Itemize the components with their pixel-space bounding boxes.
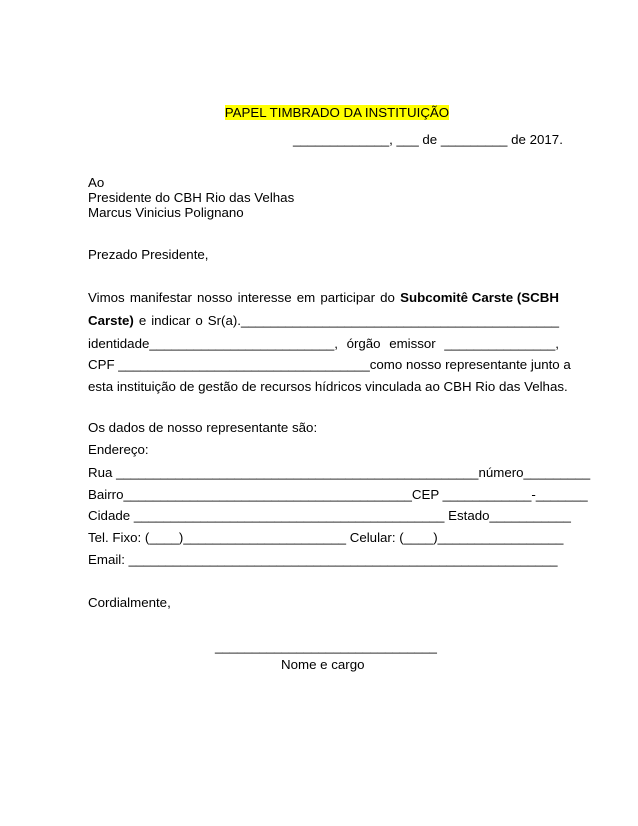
body-word: do	[380, 290, 395, 305]
letterhead-highlight: PAPEL TIMBRADO DA INSTITUIÇÃO	[224, 105, 450, 120]
street-field: Rua _________________________________________________número_________	[88, 465, 591, 480]
recipient-line-3: Marcus Vinicius Polignano	[88, 205, 244, 220]
signature-caption: Nome e cargo	[281, 657, 365, 672]
district-field: Bairro_______________________________________CEP ____________-_______	[88, 487, 588, 502]
body-word: e	[138, 313, 147, 328]
body-line-2	[88, 313, 559, 329]
body-line-3	[88, 336, 559, 352]
body-line-4	[88, 357, 571, 373]
body-line-5: esta instituição de gestão de recursos hídricos vinculada ao CBH Rio das Velhas.	[88, 379, 568, 394]
cpf-blank: CPF __________________________________	[88, 357, 370, 372]
city-field: Cidade __________________________________________ Estado___________	[88, 508, 571, 523]
signature-line: ______________________________	[215, 639, 437, 654]
closing: Cordialmente,	[88, 595, 171, 610]
date-line: _____________, ___ de _________ de 2017.	[293, 132, 563, 147]
recipient-line-1: Ao	[88, 175, 105, 190]
phone-field: Tel. Fixo: (____)______________________ Celular: (____)_________________	[88, 530, 564, 545]
body-word: em	[296, 290, 316, 305]
body-line-1	[88, 290, 559, 306]
body-word: o	[195, 313, 203, 328]
body-word: interesse	[237, 290, 292, 305]
letterhead-title	[210, 89, 449, 137]
body-word: participar	[320, 290, 376, 305]
body-word: nosso	[197, 290, 233, 305]
body-word: órgão	[346, 336, 381, 351]
body-word: indicar	[151, 313, 191, 328]
address-label: Endereço:	[88, 442, 149, 457]
representative-name-blank: Sr(a).___________________________________________	[207, 313, 559, 328]
body-word: manifestar	[129, 290, 192, 305]
email-field: Email: __________________________________________________________	[88, 552, 558, 567]
subcommittee-name-end: Carste)	[88, 313, 134, 328]
body-text: como nosso representante junto a	[369, 357, 571, 372]
body-word: Vimos	[88, 290, 125, 305]
recipient-line-2: Presidente do CBH Rio das Velhas	[88, 190, 295, 205]
issuer-blank: _______________,	[444, 336, 559, 351]
subcommittee-name: Subcomitê Carste (SCBH	[400, 290, 559, 305]
representative-heading: Os dados de nosso representante são:	[88, 420, 318, 435]
greeting: Prezado Presidente,	[88, 247, 209, 262]
identity-blank: identidade_________________________,	[88, 336, 338, 351]
body-word: emissor	[389, 336, 436, 351]
